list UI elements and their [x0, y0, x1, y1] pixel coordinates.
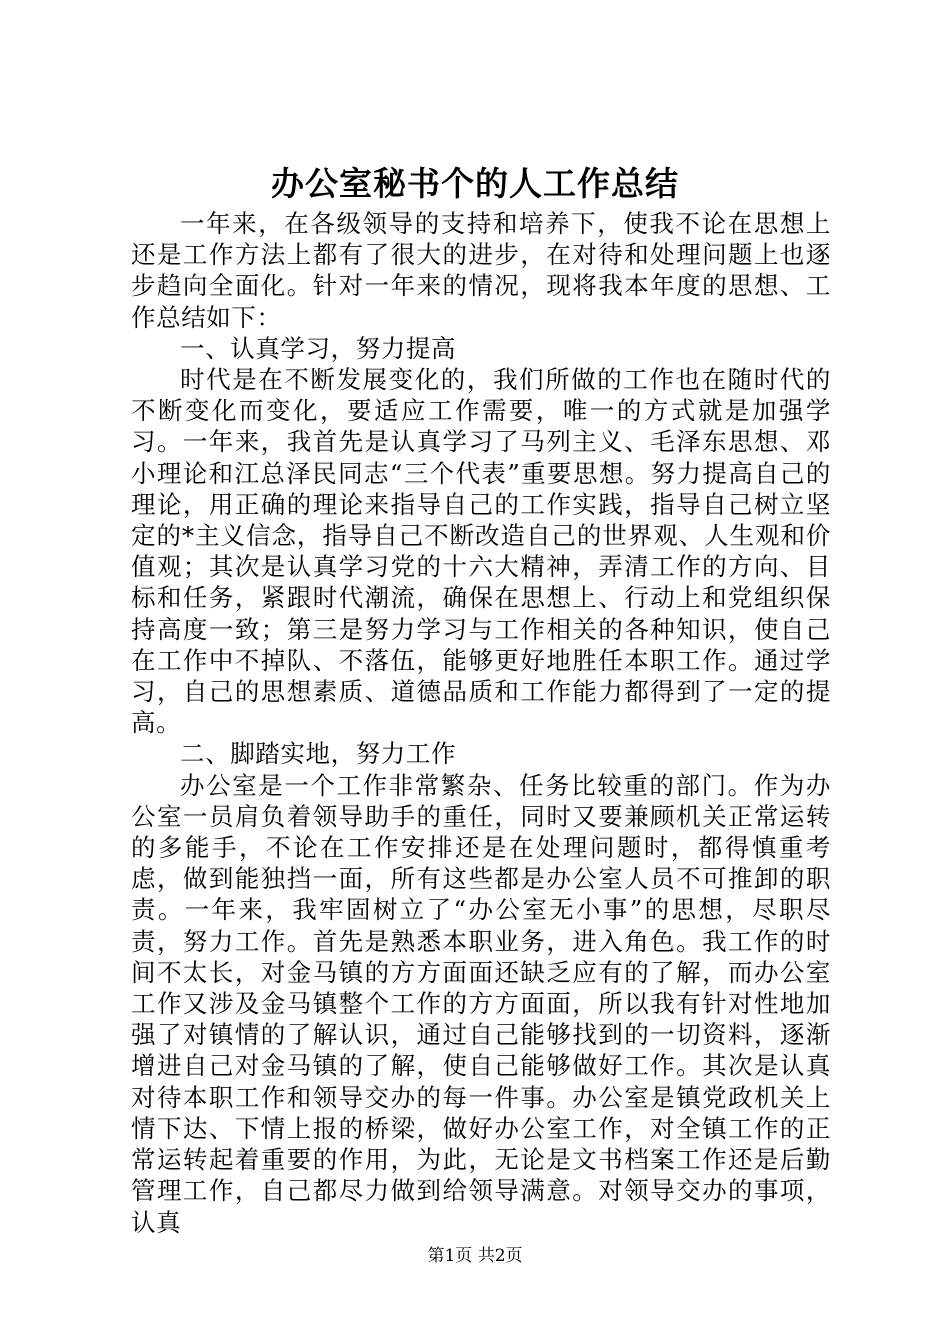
document-body: [131, 208, 831, 1238]
section-heading-2: 二、脚踏实地，努力工作: [180, 739, 457, 769]
page-footer: 第1页 共2页: [427, 1246, 523, 1266]
paragraph-study: 时代是在不断发展变化的，我们所做的工作也在随时代的不断变化而变化，要适应工作需要，唯一的方式就是加强学习。一年来，我首先是认真学习了马列主义、毛泽东思想、邓小理论和江总泽民同志“三个代表”重要思想。努力提高自己的理论，用正确的理论来指导自己的工作实践，指导自己树立坚定的*主义信念，指导自己不断改造自己的世界观、人生观和价值观；其次是认真学习党的十六大精神，弄清工作的方向、目标和任务，紧跟时代潮流，确保在思想上、行动上和党组织保持高度一致；第三是努力学习与工作相关的各种知识，使自己在工作中不掉队、不落伍，能够更好地胜任本职工作。通过学习，自己的思想素质、道德品质和工作能力都得到了一定的提高。: [131, 365, 831, 738]
section-heading-1: 一、认真学习，努力提高: [180, 333, 457, 363]
document-title: 办公室秘书个的人工作总结: [271, 164, 679, 203]
paragraph-work: 办公室是一个工作非常繁杂、任务比较重的部门。作为办公室一员肩负着领导助手的重任，同时又要兼顾机关正常运转的多能手，不论在工作安排还是在处理问题时，都得慎重考虑，做到能独挡一面，所有这些都是办公室人员不可推卸的职责。一年来，我牢固树立了“办公室无小事”的思想，尽职尽责，努力工作。首先是熟悉本职业务，进入角色。我工作的时间不太长，对金马镇的方方面面还缺乏应有的了解，而办公室工作又涉及金马镇整个工作的方方面面，所以我有针对性地加强了对镇情的了解认识，通过自己能够找到的一切资料，逐渐增进自己对金马镇的了解，使自己能够做好工作。其次是认真对待本职工作和领导交办的每一件事。办公室是镇党政机关上情下达、下情上报的桥梁，做好办公室工作，对全镇工作的正常运转起着重要的作用，为此，无论是文书档案工作还是后勤管理工作，自己都尽力做到给领导满意。对领导交办的事项，认真: [131, 770, 831, 1237]
paragraph-intro: 一年来，在各级领导的支持和培养下，使我不论在思想上还是工作方法上都有了很大的进步，在对待和处理问题上也逐步趋向全面化。针对一年来的情况，现将我本年度的思想、工作总结如下：: [131, 209, 831, 332]
